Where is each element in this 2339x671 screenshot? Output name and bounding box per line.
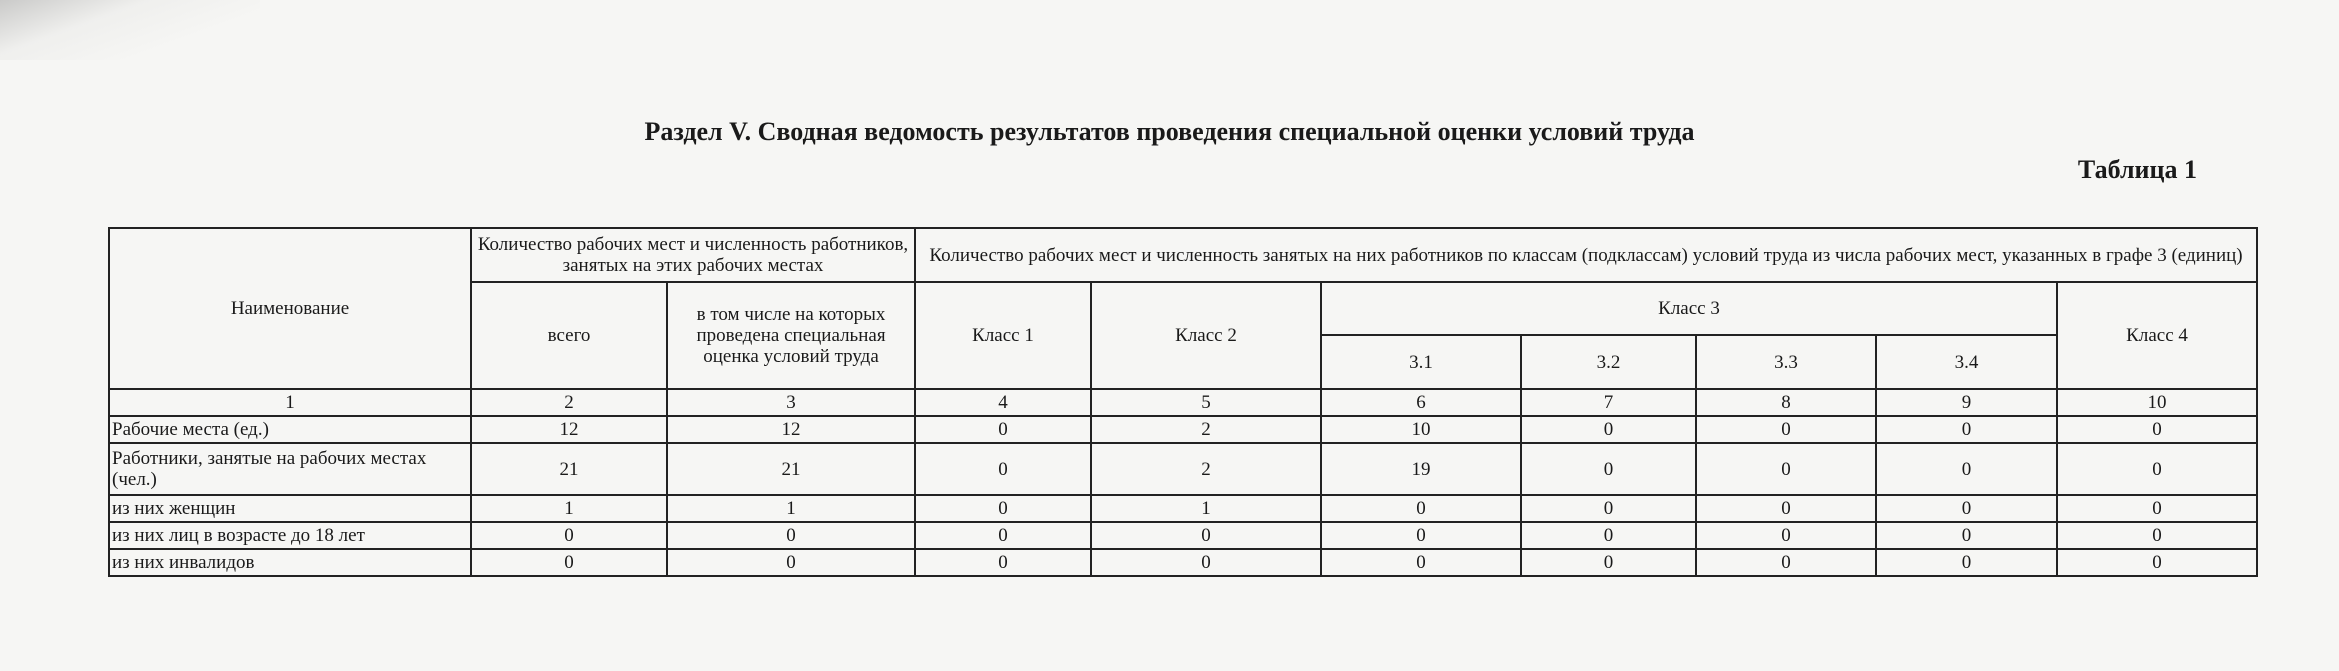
column-number: 4 xyxy=(915,389,1091,416)
header-sub-3-3: 3.3 xyxy=(1696,335,1876,389)
table-row xyxy=(109,416,2257,443)
table-cell: 0 xyxy=(1876,495,2057,522)
table-cell: 0 xyxy=(1696,495,1876,522)
row-label: Рабочие места (ед.) xyxy=(109,416,471,443)
table-cell: 12 xyxy=(667,416,915,443)
header-row-1 xyxy=(109,228,2257,282)
summary-table xyxy=(108,227,2258,577)
table-label: Таблица 1 xyxy=(2077,155,2197,184)
header-sub-3-1: 3.1 xyxy=(1321,335,1521,389)
header-assessed: в том числе на которых проведена специальная оценка условий труда xyxy=(667,282,915,389)
column-number-row xyxy=(109,389,2257,416)
table-row xyxy=(109,549,2257,576)
table-cell: 0 xyxy=(1696,443,1876,495)
header-sub-3-4: 3.4 xyxy=(1876,335,2057,389)
table-cell: 0 xyxy=(1091,549,1321,576)
table-cell: 0 xyxy=(1521,443,1696,495)
table-cell: 1 xyxy=(471,495,667,522)
section-title: Раздел V. Сводная ведомость результатов проведения специальной оценки условий труда xyxy=(644,117,1695,146)
row-label: Работники, занятые на рабочих местах (чел.) xyxy=(109,443,471,495)
column-number: 9 xyxy=(1876,389,2057,416)
table-cell: 0 xyxy=(1321,522,1521,549)
table-cell: 12 xyxy=(471,416,667,443)
table-cell: 0 xyxy=(915,522,1091,549)
table-cell: 21 xyxy=(667,443,915,495)
table-cell: 0 xyxy=(471,522,667,549)
table-row xyxy=(109,495,2257,522)
table-cell: 10 xyxy=(1321,416,1521,443)
table-cell: 0 xyxy=(1876,549,2057,576)
table-cell: 0 xyxy=(1696,522,1876,549)
row-label: из них инвалидов xyxy=(109,549,471,576)
table-cell: 1 xyxy=(667,495,915,522)
table-cell: 0 xyxy=(1521,495,1696,522)
header-name: Наименование xyxy=(109,228,471,389)
column-number: 6 xyxy=(1321,389,1521,416)
table-cell: 0 xyxy=(915,443,1091,495)
column-number: 7 xyxy=(1521,389,1696,416)
column-number: 3 xyxy=(667,389,915,416)
header-class-4: Класс 4 xyxy=(2057,282,2257,389)
table-cell: 0 xyxy=(1521,522,1696,549)
header-class-3: Класс 3 xyxy=(1321,282,2057,335)
table-cell: 2 xyxy=(1091,443,1321,495)
header-total: всего xyxy=(471,282,667,389)
table-cell: 0 xyxy=(1876,416,2057,443)
column-number: 1 xyxy=(109,389,471,416)
header-sub-3-2: 3.2 xyxy=(1521,335,1696,389)
table-cell: 0 xyxy=(667,549,915,576)
column-number: 2 xyxy=(471,389,667,416)
table-cell: 0 xyxy=(2057,495,2257,522)
table-cell: 0 xyxy=(2057,416,2257,443)
table-cell: 0 xyxy=(2057,443,2257,495)
table-cell: 0 xyxy=(1696,416,1876,443)
table-cell: 2 xyxy=(1091,416,1321,443)
table-cell: 0 xyxy=(1696,549,1876,576)
row-label: из них женщин xyxy=(109,495,471,522)
column-number: 8 xyxy=(1696,389,1876,416)
table-row xyxy=(109,443,2257,495)
table-cell: 0 xyxy=(2057,522,2257,549)
table-cell: 21 xyxy=(471,443,667,495)
table-cell: 0 xyxy=(471,549,667,576)
table-cell: 0 xyxy=(1876,443,2057,495)
page-corner-shadow xyxy=(0,0,260,60)
column-number: 10 xyxy=(2057,389,2257,416)
table-cell: 1 xyxy=(1091,495,1321,522)
table-cell: 0 xyxy=(915,549,1091,576)
table-cell: 0 xyxy=(1321,549,1521,576)
table-cell: 0 xyxy=(1091,522,1321,549)
table-cell: 0 xyxy=(1876,522,2057,549)
column-number: 5 xyxy=(1091,389,1321,416)
header-group-workplaces: Количество рабочих мест и численность работников, занятых на этих рабочих местах xyxy=(471,228,915,282)
table-cell: 0 xyxy=(915,416,1091,443)
table-cell: 0 xyxy=(2057,549,2257,576)
header-group-by-class: Количество рабочих мест и численность занятых на них работников по классам (подклассам) условий труда из числа рабочих мест, указанных в графе 3 (единиц) xyxy=(915,228,2257,282)
table-cell: 0 xyxy=(915,495,1091,522)
header-class-1: Класс 1 xyxy=(915,282,1091,389)
table-cell: 19 xyxy=(1321,443,1521,495)
table-row xyxy=(109,522,2257,549)
row-label: из них лиц в возрасте до 18 лет xyxy=(109,522,471,549)
table-cell: 0 xyxy=(1521,549,1696,576)
header-class-2: Класс 2 xyxy=(1091,282,1321,389)
table-cell: 0 xyxy=(1521,416,1696,443)
table-cell: 0 xyxy=(1321,495,1521,522)
table-cell: 0 xyxy=(667,522,915,549)
